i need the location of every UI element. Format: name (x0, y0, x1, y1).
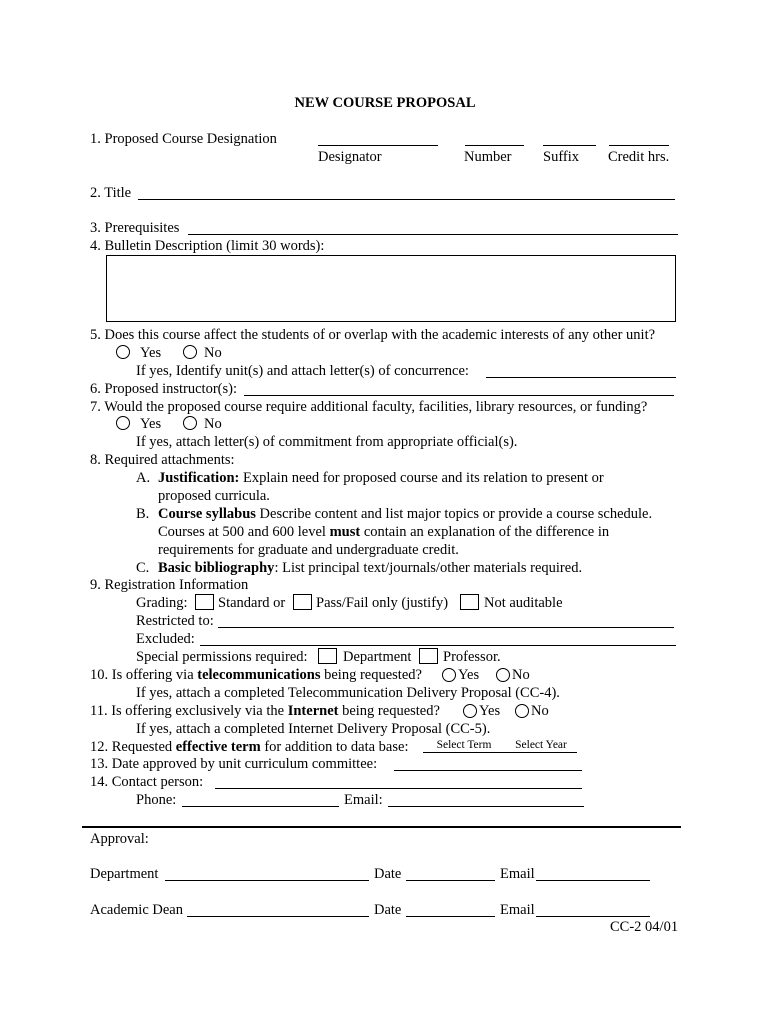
q8-b-letter: B. (136, 506, 150, 522)
q11-no-label: No (531, 703, 549, 719)
passfail-checkbox[interactable] (293, 594, 312, 610)
q12-bold: effective term (175, 739, 261, 755)
designator-field[interactable] (318, 131, 438, 146)
q8-c-letter: C. (136, 560, 150, 576)
standard-checkbox[interactable] (195, 594, 214, 610)
q10-followup: If yes, attach a completed Telecommunication Delivery Proposal (CC-4). (136, 685, 560, 701)
q8-c-line (158, 559, 582, 577)
q8-a-letter: A. (136, 470, 151, 486)
email-label: Email: (344, 792, 383, 808)
q11-yes-radio[interactable] (463, 704, 477, 718)
q11-pre: 11. Is offering exclusively via the (90, 703, 288, 719)
email-field[interactable] (388, 792, 584, 807)
credit-hrs-field[interactable] (609, 131, 669, 146)
special-permissions-label: Special permissions required: (136, 649, 308, 665)
not-auditable-label: Not auditable (484, 595, 563, 611)
q8-b-text1: Describe content and list major topics or provide a course schedule. (255, 506, 653, 522)
q7-yes-radio[interactable] (116, 416, 130, 430)
designator-caption: Designator (318, 149, 382, 165)
q5-no-radio[interactable] (183, 345, 197, 359)
approval-dean-email-label: Email (500, 902, 535, 918)
q10-yes-label: Yes (458, 667, 480, 683)
q8-b-bold: Course syllabus (158, 506, 256, 522)
q7-no-radio[interactable] (183, 416, 197, 430)
approval-dean-date-label: Date (374, 902, 402, 918)
approval-dept-email-field[interactable] (536, 866, 650, 881)
approval-dean-field[interactable] (187, 902, 369, 917)
q10-yes-radio[interactable] (442, 668, 456, 682)
q2-label: 2. Title (90, 185, 132, 201)
q8-a-line2: proposed curricula. (158, 488, 270, 504)
q13-label: 13. Date approved by unit curriculum committee: (90, 756, 378, 772)
professor-permission-label: Professor. (443, 649, 501, 665)
approval-dept-label: Department (90, 866, 159, 882)
approval-dept-date-label: Date (374, 866, 402, 882)
q5-followup: If yes, Identify unit(s) and attach letter(s) of concurrence: (136, 363, 469, 379)
approval-dean-date-field[interactable] (406, 902, 495, 917)
q5-yes-radio[interactable] (116, 345, 130, 359)
q8-a-line1 (158, 469, 604, 487)
q12-pre: 12. Requested (90, 739, 176, 755)
select-year-dropdown[interactable]: Select Year (505, 738, 577, 753)
grading-label: Grading: (136, 595, 188, 611)
q8-b-text2b: contain an explanation of the difference in (360, 524, 610, 540)
phone-label: Phone: (136, 792, 177, 808)
q5-no-label: No (204, 345, 222, 361)
suffix-caption: Suffix (543, 149, 579, 165)
q8-c-text: : List principal text/journals/other materials required. (274, 560, 583, 576)
q7-no-label: No (204, 416, 222, 432)
q11-no-radio[interactable] (515, 704, 529, 718)
approval-divider (82, 826, 681, 828)
q11-bold: Internet (287, 703, 339, 719)
excluded-label: Excluded: (136, 631, 195, 647)
q7-yes-label: Yes (140, 416, 162, 432)
q6-label: 6. Proposed instructor(s): (90, 381, 237, 397)
q5-yes-label: Yes (140, 345, 162, 361)
number-field[interactable] (465, 131, 524, 146)
q7-followup: If yes, attach letter(s) of commitment from appropriate official(s). (136, 434, 518, 450)
q10-pre: 10. Is offering via (90, 667, 198, 683)
q11-yes-label: Yes (479, 703, 501, 719)
title-field[interactable] (138, 185, 675, 200)
q12-post: for addition to data base: (260, 739, 409, 755)
approval-dept-field[interactable] (165, 866, 369, 881)
q11-followup: If yes, attach a completed Internet Delivery Proposal (CC-5). (136, 721, 491, 737)
suffix-field[interactable] (543, 131, 596, 146)
q5-units-field[interactable] (486, 363, 676, 378)
q8-c-bold: Basic bibliography (158, 560, 275, 576)
approval-dean-email-field[interactable] (536, 902, 650, 917)
date-approved-field[interactable] (394, 756, 582, 771)
phone-field[interactable] (182, 792, 339, 807)
q8-b-line1 (158, 505, 652, 523)
q11-label (90, 702, 440, 720)
contact-person-field[interactable] (215, 774, 582, 789)
restricted-label: Restricted to: (136, 613, 214, 629)
q10-post: being requested? (320, 667, 422, 683)
instructors-field[interactable] (244, 381, 674, 396)
q8-b-line2 (158, 523, 609, 541)
approval-dean-label: Academic Dean (90, 902, 183, 918)
approval-dept-email-label: Email (500, 866, 535, 882)
department-checkbox[interactable] (318, 648, 337, 664)
q8-b-must: must (329, 524, 361, 540)
q1-label: 1. Proposed Course Designation (90, 131, 277, 147)
q8-a-bold: Justification: (158, 470, 240, 486)
standard-label: Standard or (218, 595, 286, 611)
q9-label: 9. Registration Information (90, 577, 249, 593)
q10-no-label: No (512, 667, 530, 683)
restricted-field[interactable] (218, 613, 674, 628)
q8-label: 8. Required attachments: (90, 452, 235, 468)
q5-label: 5. Does this course affect the students of or overlap with the academic interests of any other unit? (90, 327, 656, 343)
q10-label (90, 666, 422, 684)
prerequisites-field[interactable] (188, 220, 678, 235)
credit-hrs-caption: Credit hrs. (608, 149, 670, 165)
department-permission-label: Department (343, 649, 412, 665)
q8-b-line3: requirements for graduate and undergraduate credit. (158, 542, 459, 558)
q3-label: 3. Prerequisites (90, 220, 180, 236)
passfail-label: Pass/Fail only (justify) (316, 595, 449, 611)
page-title: NEW COURSE PROPOSAL (294, 95, 476, 111)
q8-a-text1: Explain need for proposed course and its relation to present or (239, 470, 604, 486)
q14-label: 14. Contact person: (90, 774, 204, 790)
select-term-dropdown[interactable]: Select Term (423, 738, 505, 753)
q7-label: 7. Would the proposed course require additional faculty, facilities, library resources, or funding? (90, 399, 648, 415)
q4-label: 4. Bulletin Description (limit 30 words): (90, 238, 325, 254)
approval-dept-date-field[interactable] (406, 866, 495, 881)
q11-post: being requested? (338, 703, 440, 719)
bulletin-description-box[interactable] (106, 255, 676, 322)
number-caption: Number (464, 149, 512, 165)
approval-heading: Approval: (90, 831, 149, 847)
q10-no-radio[interactable] (496, 668, 510, 682)
q12-label (90, 738, 408, 756)
q10-bold: telecommunications (197, 667, 321, 683)
excluded-field[interactable] (200, 631, 676, 646)
q8-b-text2a: Courses at 500 and 600 level (158, 524, 330, 540)
form-code: CC-2 04/01 (610, 919, 679, 935)
professor-checkbox[interactable] (419, 648, 438, 664)
not-auditable-checkbox[interactable] (460, 594, 479, 610)
